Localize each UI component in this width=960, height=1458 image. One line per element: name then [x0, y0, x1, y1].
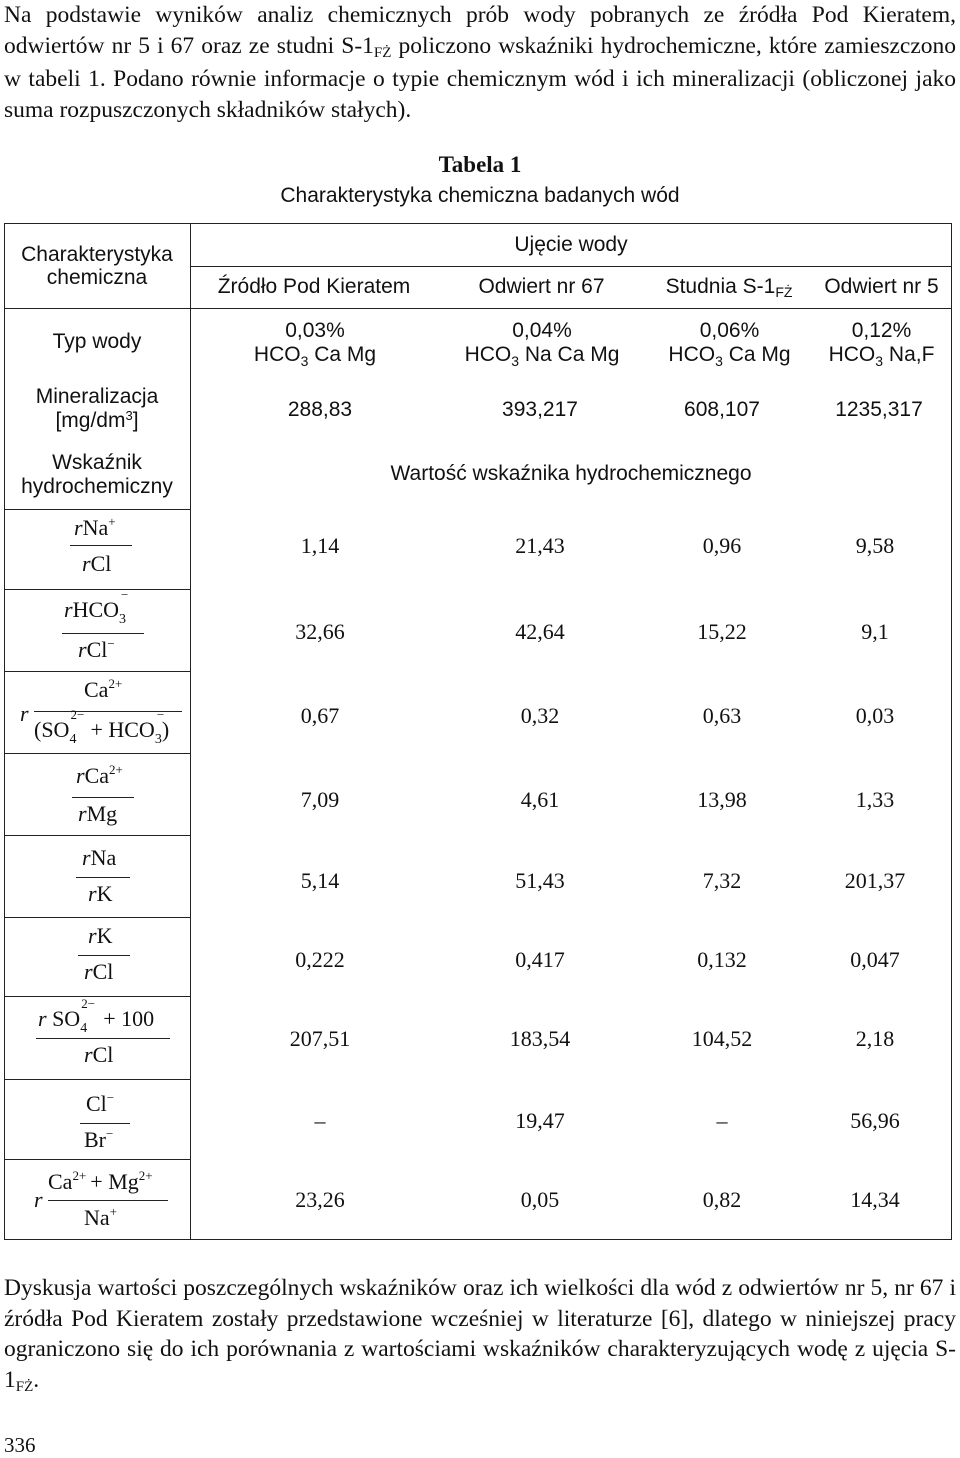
mineralizacja-label: Mineralizacja $[mg/dm^3]$	[35, 385, 159, 432]
table-caption: Charakterystyka chemiczna badanych wód	[280, 184, 680, 207]
column-separator	[190, 223, 191, 1240]
mineralizacja-zrodlo: 288,83	[287, 398, 353, 421]
idx5-odwiert-5: 201,37	[844, 868, 906, 893]
idx5-zrodlo: 5,14	[300, 868, 340, 893]
idx7-odwiert-5: 2,18	[855, 1026, 895, 1051]
idx6-odwiert-67: 0,417	[515, 947, 565, 972]
formula-cl-br: Cl− Br−	[4, 1079, 190, 1159]
header-col-zrodlo: Źródło Pod Kieratem	[217, 275, 411, 298]
typ-wody-odwiert-67: 0,04% $HCO_3$ Na Ca Mg	[464, 318, 620, 369]
idx3-odwiert-5: 0,03	[855, 703, 895, 728]
idx2-odwiert-5: 9,1	[861, 619, 889, 644]
formula-rhco3-rcl: rHCO − $_3$ rCl−	[4, 589, 190, 671]
intro-paragraph: Na podstawie wyników analiz chemicznych prób wody pobranych ze źródła Pod Kieratem, odwiertów nr 5 i 67 oraz ze studni S-1FŻ policzono wskaźniki hydrochemiczne, które zamieszczono w tabeli 1. Podano równie informacje o typie chemicznym wód i ich mineralizacji (obliczonej jako suma rozpuszczonych składników stałych).	[4, 2, 957, 123]
formula-rca-rmg: rCa$^{2+}$ rMg	[4, 753, 190, 835]
idx8-studnia: –	[716, 1108, 728, 1133]
discussion-paragraph: Dyskusja wartości poszczególnych wskaźników oraz ich wielkości dla wód z odwiertów nr 5, nr 67 i źródła Pod Kieratem zostały przedstawione wcześniej w literaturze [6], dlatego w niniejszej pracy ograniczono się do ich porównania z wartościami wskaźników charakteryzujących wodę z ujęcia S-1FŻ.	[4, 1275, 956, 1395]
table-right-border	[951, 223, 952, 1240]
idx8-odwiert-67: 19,47	[515, 1108, 565, 1133]
idx9-studnia: 0,82	[702, 1187, 742, 1212]
idx4-odwiert-5: 1,33	[855, 787, 895, 812]
typ-wody-label: Typ wody	[52, 330, 142, 353]
idx2-studnia: 15,22	[697, 619, 747, 644]
formula-rna-rk: rNa rK	[4, 835, 190, 917]
header-col-studnia: Studnia S-1 FŻ	[665, 275, 793, 300]
idx5-studnia: 7,32	[702, 868, 742, 893]
header-col-odwiert-5: Odwiert nr 5	[824, 275, 939, 298]
idx1-zrodlo: 1,14	[300, 533, 340, 558]
idx3-studnia: 0,63	[702, 703, 742, 728]
idx9-odwiert-67: 0,05	[520, 1187, 560, 1212]
wskaznik-span-label: Wartość wskaźnika hydrochemicznego	[390, 462, 752, 485]
header-row-label: Charakterystyka chemiczna	[21, 242, 173, 289]
idx2-zrodlo: 32,66	[295, 619, 345, 644]
mineralizacja-odwiert-67: 393,217	[502, 398, 578, 421]
idx1-odwiert-5: 9,58	[855, 533, 895, 558]
formula-rca-so4-hco3: r $Ca^{2+}$ (SO 2− $_4$ + HCO − $_3$)	[4, 671, 190, 753]
idx4-studnia: 13,98	[697, 787, 747, 812]
idx9-zrodlo: 23,26	[295, 1187, 345, 1212]
formula-rca-mg-na: r $Ca^{2+} + Mg^{2+}$ Na+	[4, 1159, 190, 1239]
idx6-studnia: 0,132	[697, 947, 747, 972]
idx8-zrodlo: –	[314, 1108, 326, 1133]
typ-wody-zrodlo: 0,03% $HCO_3$ Ca Mg	[253, 318, 377, 369]
header-col-odwiert-67: Odwiert nr 67	[478, 275, 605, 298]
header-bottom-border	[4, 308, 952, 309]
idx5-odwiert-67: 51,43	[515, 868, 565, 893]
formula-rso4-rcl: r SO 2− $_4$ + 100 rCl	[4, 996, 190, 1079]
idx3-zrodlo: 0,67	[300, 703, 340, 728]
idx3-odwiert-67: 0,32	[520, 703, 560, 728]
idx7-odwiert-67: 183,54	[509, 1026, 571, 1051]
table-bottom-border	[4, 1239, 952, 1240]
typ-wody-odwiert-5: 0,12% $HCO_3$ Na,F	[828, 318, 935, 369]
page-number: 336	[4, 1433, 36, 1457]
idx6-zrodlo: 0,222	[295, 947, 345, 972]
idx8-odwiert-5: 56,96	[850, 1108, 900, 1133]
mineralizacja-odwiert-5: 1235,317	[835, 398, 923, 421]
typ-wody-studnia: 0,06% $HCO_3$ Ca Mg	[668, 318, 791, 369]
table-title: Tabela 1	[438, 152, 522, 177]
idx7-zrodlo: 207,51	[289, 1026, 351, 1051]
header-group-label: Ujęcie wody	[514, 232, 628, 256]
idx9-odwiert-5: 14,34	[850, 1187, 900, 1212]
idx2-odwiert-67: 42,64	[515, 619, 565, 644]
idx4-odwiert-67: 4,61	[520, 787, 560, 812]
idx1-odwiert-67: 21,43	[515, 533, 565, 558]
mineralizacja-studnia: 608,107	[684, 398, 760, 421]
chemistry-table	[4, 223, 952, 1240]
formula-rk-rcl: rK rCl	[4, 917, 190, 996]
idx4-zrodlo: 7,09	[300, 787, 340, 812]
formula-rna-rcl: rNa+ rCl	[4, 509, 190, 589]
wskaznik-label: Wskaźnik hydrochemiczny	[21, 451, 173, 498]
idx6-odwiert-5: 0,047	[850, 947, 900, 972]
idx7-studnia: 104,52	[691, 1026, 753, 1051]
idx1-studnia: 0,96	[702, 533, 742, 558]
